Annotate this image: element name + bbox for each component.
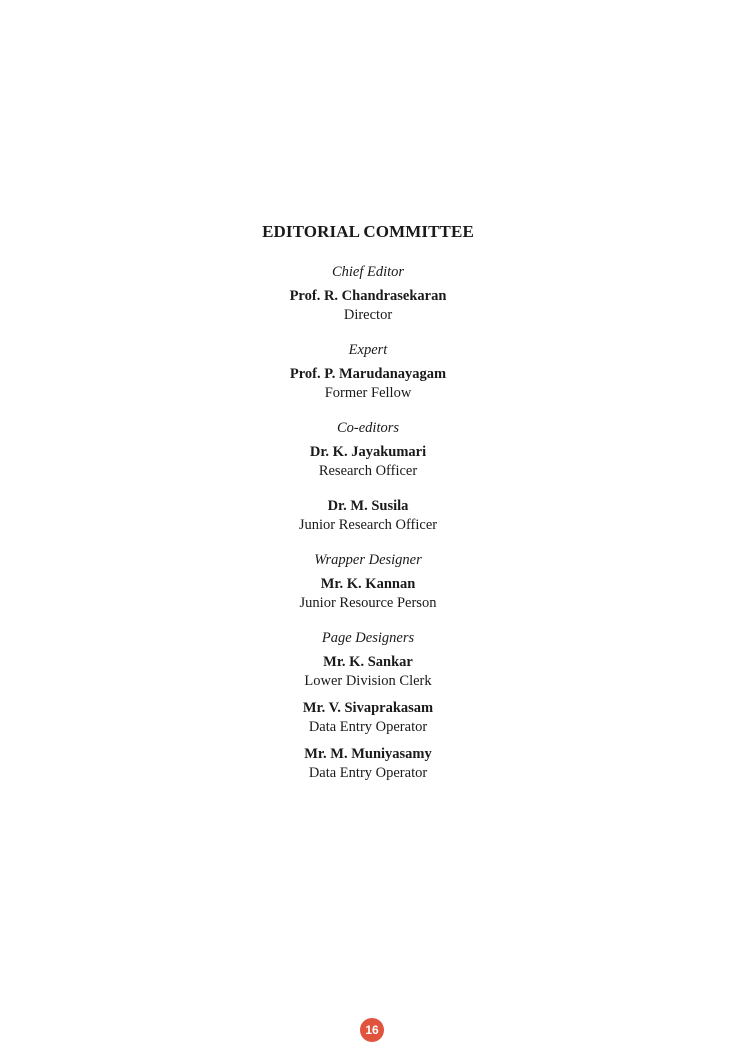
role-heading: Co-editors	[336, 420, 400, 436]
role-heading: Page Designers	[321, 630, 415, 646]
member-position: Junior Research Officer	[298, 517, 438, 533]
section-expert	[0, 341, 736, 403]
member-name: Mr. K. Sankar	[323, 654, 413, 670]
member-position: Data Entry Operator	[308, 765, 428, 781]
section-page-designers	[0, 629, 736, 783]
member-position: Lower Division Clerk	[304, 673, 432, 689]
page-number-badge: 16	[360, 1018, 384, 1042]
member	[0, 653, 736, 691]
member	[0, 497, 736, 535]
member	[0, 699, 736, 737]
member	[0, 443, 736, 481]
member	[0, 287, 736, 325]
member-position: Former Fellow	[324, 385, 412, 401]
role-heading: Expert	[348, 342, 388, 358]
member-name: Mr. K. Kannan	[320, 576, 416, 592]
member-name: Dr. K. Jayakumari	[309, 444, 427, 460]
member-name: Dr. M. Susila	[327, 498, 409, 514]
member-position: Junior Resource Person	[299, 595, 437, 611]
member-position: Director	[343, 307, 393, 323]
role-heading: Chief Editor	[331, 264, 405, 280]
member-position: Research Officer	[318, 463, 418, 479]
member	[0, 575, 736, 613]
section-wrapper-designer	[0, 551, 736, 613]
member-name: Prof. P. Marudanayagam	[289, 366, 447, 382]
member	[0, 365, 736, 403]
member-name: Mr. M. Muniyasamy	[304, 746, 432, 762]
member-position: Data Entry Operator	[308, 719, 428, 735]
section-co-editors	[0, 419, 736, 535]
member	[0, 745, 736, 783]
role-heading: Wrapper Designer	[314, 552, 422, 568]
committee-list	[0, 263, 736, 783]
member-name: Prof. R. Chandrasekaran	[289, 288, 447, 304]
section-chief-editor	[0, 263, 736, 325]
page-title: EDITORIAL COMMITTEE	[262, 222, 474, 241]
member-name: Mr. V. Sivaprakasam	[302, 700, 434, 716]
